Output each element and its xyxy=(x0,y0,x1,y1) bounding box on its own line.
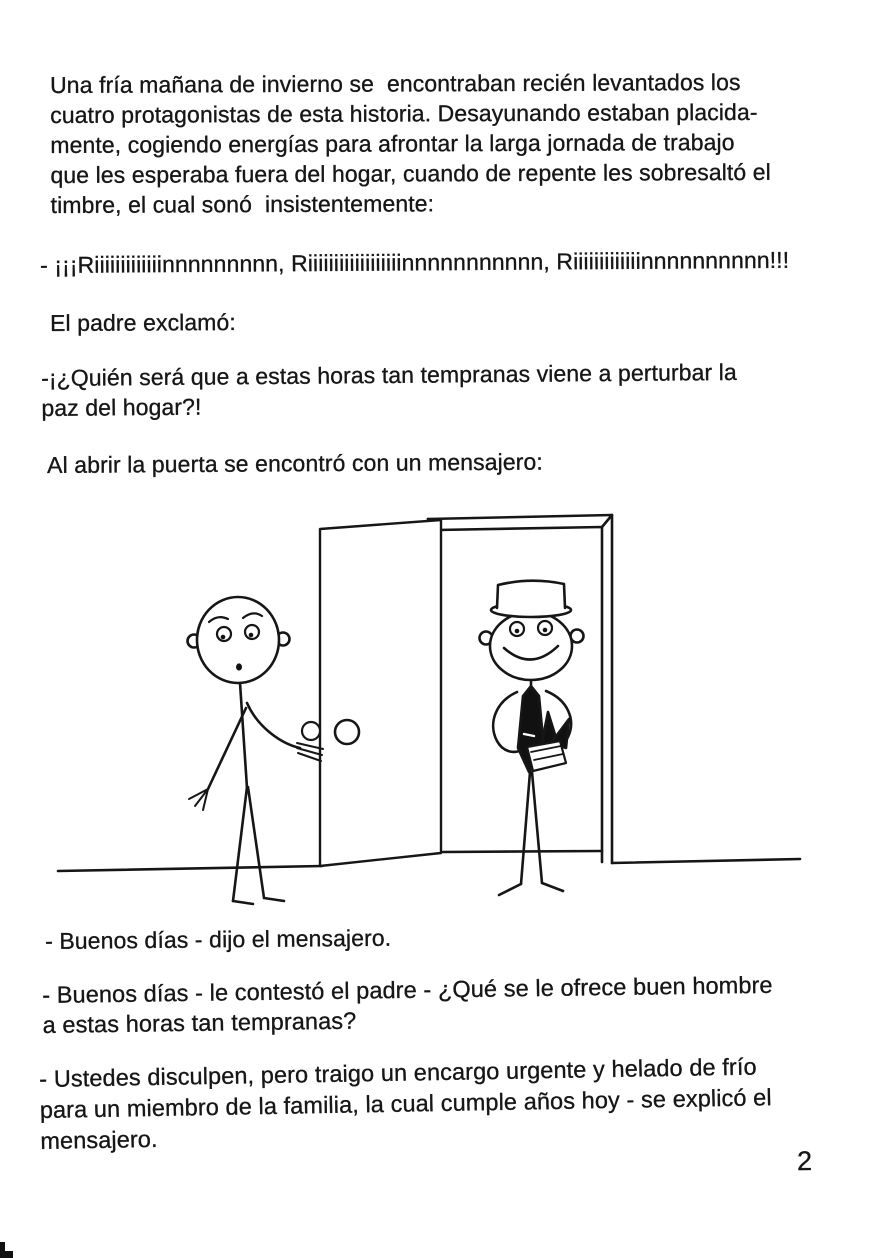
door-knob xyxy=(335,720,359,744)
father-figure xyxy=(188,597,324,904)
father-arm-left xyxy=(208,708,246,789)
intro-paragraph: Una fría mañana de invierno se encontraban recién levantados los cuatro protagonistas de esta historia. Desayunando estaban placida- mente, cogiendo energías para afrontar la larga jornada de trabajo que les esperaba fuera del hogar, cuando de repente les sobresaltó el timbre, el cual sonó insistentemente: xyxy=(50,68,771,218)
scan-artifact xyxy=(0,1242,16,1258)
doorbell-sound-line: - ¡¡¡Riiiiiiiiiiiiinnnnnnnnn, Riiiiiiiiiiiiiiiiiinnnnnnnnnnn, Riiiiiiiiiiiiinnnnnnnnnn!!! xyxy=(40,246,790,278)
messenger-foot-left xyxy=(499,884,521,895)
page-number: 2 xyxy=(796,1145,813,1177)
father-foot-left xyxy=(233,901,253,904)
messenger-leg-right xyxy=(532,772,542,883)
father-exclaims-line: El padre exclamó: xyxy=(50,309,236,336)
father-leg-left xyxy=(233,787,247,901)
father-hand xyxy=(302,722,320,740)
father-quote-paragraph: -¡¿Quién será que a estas horas tan tempranas viene a perturbar la paz del hogar?! xyxy=(41,358,737,421)
messenger-hat-crown xyxy=(497,581,565,608)
father-leg-right xyxy=(248,787,264,898)
door-frame xyxy=(428,515,612,863)
father-foot-right xyxy=(264,898,284,901)
dialog-messenger-greeting: - Buenos días - dijo el mensajero. xyxy=(45,924,392,954)
dialog-messenger-explains: - Ustedes disculpen, pero traigo un encargo urgente y helado de frío para un miembro de la familia, la cual cumple años hoy - se explicó el mensajero. xyxy=(39,1053,772,1154)
messenger-figure xyxy=(480,581,584,895)
door-panel xyxy=(320,520,441,866)
messenger-foot-right xyxy=(542,883,563,891)
open-door xyxy=(320,520,441,866)
messenger-head xyxy=(490,612,572,680)
father-arm-right xyxy=(247,703,300,748)
father-mouth xyxy=(236,663,242,670)
messenger-leg-left xyxy=(521,772,530,884)
door-intro-line: Al abrir la puerta se encontró con un mensajero: xyxy=(47,448,543,478)
doorway-illustration xyxy=(40,505,820,917)
father-torso xyxy=(240,683,247,788)
messenger-arm-left xyxy=(493,692,521,752)
dialog-father-reply: - Buenos días - le contestó el padre - ¿Qué se le ofrece buen hombre a estas horas tan tempranas? xyxy=(42,971,773,1038)
